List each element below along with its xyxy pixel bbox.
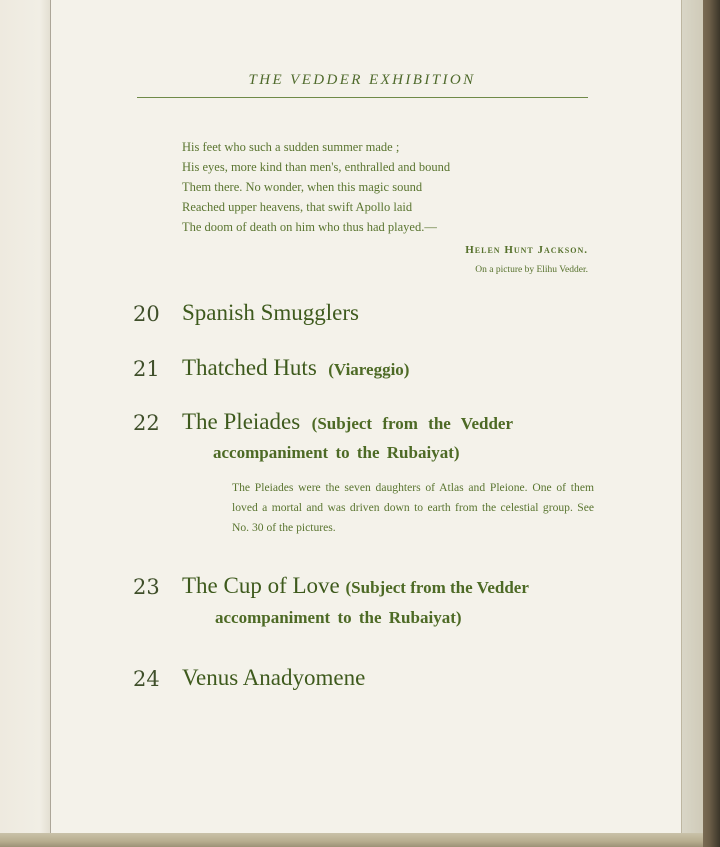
bottom-cover-edge: [0, 833, 703, 847]
entry-title: Spanish Smugglers: [182, 300, 359, 325]
entry-title-line: [182, 355, 409, 381]
poem-source: On a picture by Elihu Vedder.: [475, 265, 588, 275]
entry-title: The Cup of Love: [182, 573, 340, 598]
entry-continuation: accompaniment to the Rubaiyat): [215, 608, 462, 627]
entry-continuation: accompaniment to the Rubaiyat): [213, 443, 460, 462]
poem-line: Reached upper heavens, that swift Apollo laid: [182, 200, 413, 214]
entry-parenthetical: (Viareggio): [328, 360, 410, 379]
entry-number: 23: [133, 575, 160, 599]
poem-line: Them there. No wonder, when this magic sound: [182, 180, 423, 194]
left-page-edge: [0, 0, 51, 847]
entry-parenthetical: (Subject from the Vedder: [345, 578, 529, 597]
page-stack-edge: [681, 0, 704, 847]
entry-parenthetical: (Subject from the Vedder: [311, 414, 514, 433]
entry-title-line: [182, 573, 529, 599]
poem-line: His feet who such a sudden summer made ;: [182, 140, 400, 154]
entry-number: 21: [133, 357, 160, 381]
entry-title: Venus Anadyomene: [182, 665, 366, 690]
poem-block: [182, 137, 450, 237]
entry-title: The Pleiades: [182, 409, 301, 434]
entry-title-line: [182, 409, 513, 435]
cover-edge: [703, 0, 720, 847]
entry-number: 24: [133, 667, 160, 691]
pleiades-note: The Pleiades were the seven daughters of Atlas and Pleione. One of them loved a mortal and was driven down to earth from the celestial group. See No. 30 of the pictures.: [232, 481, 594, 534]
poem-author: Helen Hunt Jackson.: [465, 244, 588, 256]
entry-number: 22: [133, 411, 160, 435]
entry-number: 20: [133, 302, 160, 326]
running-head: THE VEDDER EXHIBITION: [248, 72, 476, 88]
poem-line: His eyes, more kind than men's, enthralled and bound: [182, 160, 451, 174]
poem-line: The doom of death on him who thus had played.—: [182, 220, 437, 234]
header-rule: [137, 97, 588, 98]
entry-title: Thatched Huts: [182, 355, 317, 380]
